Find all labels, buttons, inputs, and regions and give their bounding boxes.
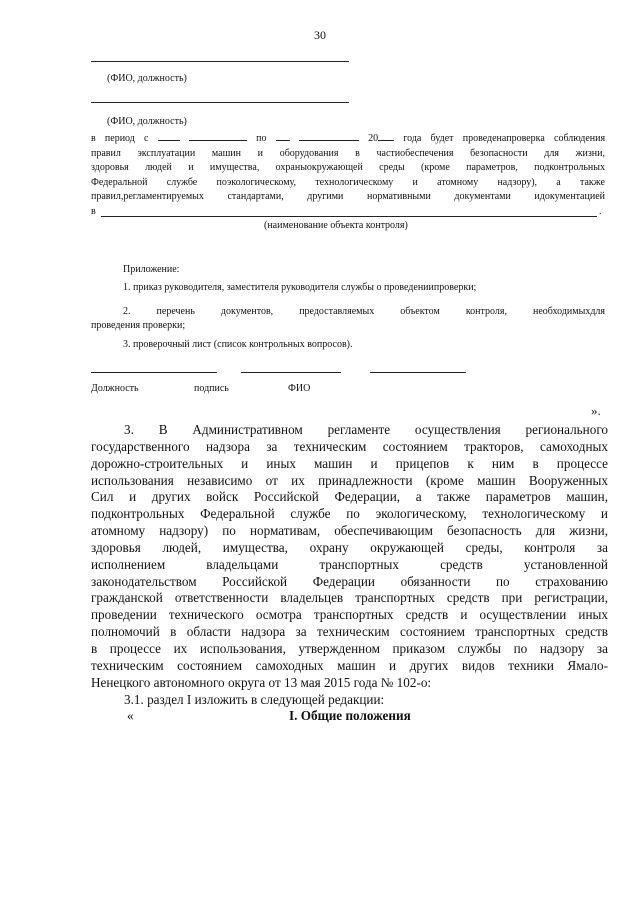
day-blank — [158, 131, 180, 141]
signature-line-2 — [91, 102, 349, 103]
main-line-14: в процессе их использования, утвержденном приказом службы по надзору за — [91, 640, 608, 656]
position-label: Должность — [91, 383, 139, 394]
main-line-12: проведении технического осмотра транспортных средств и осуществлении иных — [91, 607, 608, 623]
subclause-3-1: 3.1. раздел I изложить в следующей редакции: — [124, 691, 385, 707]
main-line-11: гражданской ответственности владельцев транспортных средств при регистрации, — [91, 590, 608, 606]
open-quote: « — [127, 708, 134, 724]
fio-line — [370, 372, 466, 373]
object-caption: (наименование объекта контроля) — [264, 220, 408, 231]
main-line-15: техническим состоянием самоходных машин и других видов техники Ямало- — [91, 657, 608, 673]
month-blank-2 — [299, 131, 359, 141]
signature-line-1 — [91, 61, 349, 62]
notice-line6-prefix: в — [91, 205, 96, 217]
notice-po: по — [256, 133, 267, 144]
main-line-10: законодательством Российской Федерации обязанности по страхованию — [91, 573, 608, 589]
main-line-4: использования независимо от их принадлежности (кроме машин Вооруженных — [91, 472, 608, 488]
notice-prefix: в период с — [91, 133, 149, 144]
main-line-5: Сил и других войск Российской Федерации, а также параметров машин, — [91, 489, 608, 505]
main-line-6: подконтрольных Федеральной службе по экологическому, технологическому и — [91, 506, 608, 522]
notice-line-3: здоровья людей и имущества, охраныокружающей среды (кроме параметров, подконтрольных — [91, 162, 605, 174]
notice-line6-end: . — [599, 205, 602, 217]
position-line — [91, 372, 217, 373]
main-line-8: здоровья людей, имущества, охрану окружающей среды, контроля за — [91, 539, 608, 555]
main-line-1: 3. В Административном регламенте осуществления регионального — [124, 422, 608, 437]
notice-line-1 — [91, 131, 605, 147]
month-blank — [189, 131, 247, 141]
signature-label-1: (ФИО, должность) — [107, 73, 187, 84]
notice-line-5: правил,регламентируемых стандартами, другими нормативными документами идокументацией — [91, 191, 605, 203]
day-blank-2 — [276, 131, 290, 141]
appendix-title: Приложение: — [123, 264, 180, 275]
main-line-2: государственного надзора за техническим состоянием тракторов, самоходных — [91, 438, 608, 454]
notice-line1-rest: года будет проведенапроверка соблюдения — [403, 133, 606, 144]
closing-quote: ». — [591, 403, 601, 418]
notice-line-2: правил эксплуатации машин и оборудования в частиобеспечения безопасности для жизни, — [91, 147, 605, 159]
signature-label-2: (ФИО, должность) — [107, 116, 187, 127]
main-line-13: полномочий в области надзора за техническим состоянием транспортных средств — [91, 624, 608, 640]
main-line-7: атомному надзору) по нормативам, обеспечивающим безопасность для жизни, — [91, 523, 608, 539]
notice-year-prefix: 20 — [368, 133, 379, 144]
object-blank-line — [101, 216, 597, 217]
signature-label: подпись — [194, 383, 229, 394]
appendix-item-2-line-2: проведения проверки; — [91, 320, 186, 331]
page-number: 30 — [314, 28, 326, 42]
signature-line — [241, 372, 341, 373]
amendment-paragraph — [91, 422, 608, 725]
main-line-16: Ненецкого автономного округа от 13 мая 2015 года № 102-о: — [91, 674, 432, 690]
section-heading-row — [91, 708, 608, 725]
main-line-9: исполнением владельцами транспортных средств установленной — [91, 556, 608, 572]
appendix-item-2-line-1: 2. перечень документов, предоставляемых объектом контроля, необходимыхдля — [123, 306, 605, 317]
fio-label: ФИО — [288, 383, 311, 394]
year-blank — [378, 131, 394, 141]
inspection-notice — [91, 131, 605, 220]
section-heading: I. Общие положения — [289, 708, 411, 724]
appendix-item-3: 3. проверочный лист (список контрольных вопросов). — [123, 339, 353, 350]
appendix-item-1: 1. приказ руководителя, заместителя руководителя службы о проведениипроверки; — [123, 282, 477, 293]
notice-line-4: Федеральной службе поэкологическому, технологическому и атомному надзору), а также — [91, 176, 605, 188]
main-line-3: дорожно-строительных и иных машин и прицепов к ним в процессе — [91, 455, 608, 471]
appendix-item-2 — [91, 305, 605, 333]
